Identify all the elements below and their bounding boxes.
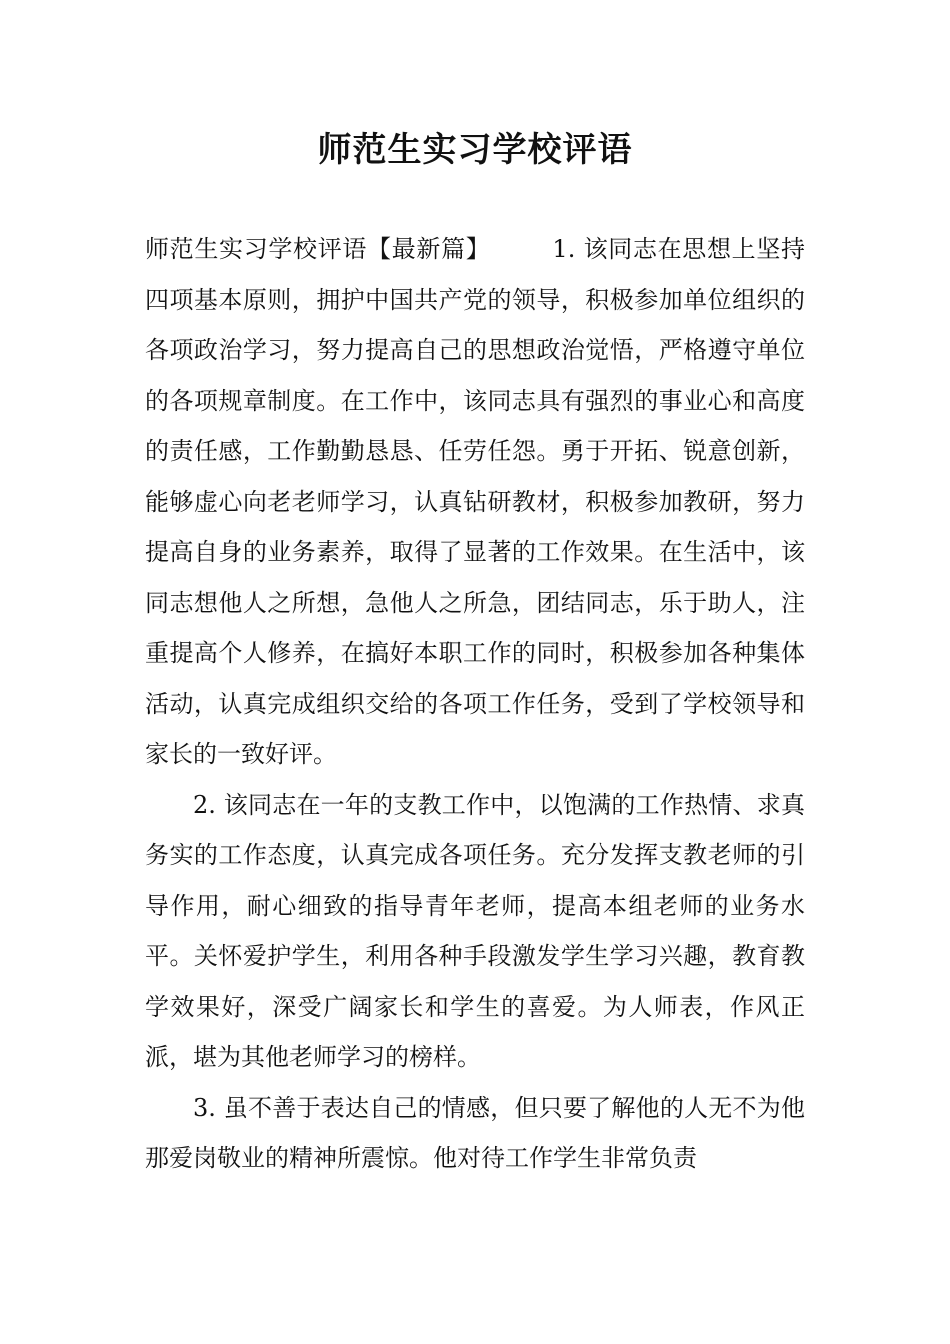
paragraph-3: 3. 虽不善于表达自己的情感，但只要了解他的人无不为他那爱岗敬业的精神所震惊。他对待工作学生非常负责 <box>145 1093 805 1172</box>
paragraph-1-lead: 师范生实习学校评语【最新篇】 <box>145 235 491 263</box>
paragraph-1-text: 1. 该同志在思想上坚持四项基本原则，拥护中国共产党的领导，积极参加单位组织的各项政治学习，努力提高自己的思想政治觉悟，严格遵守单位的各项规章制度。在工作中，该同志具有强烈的事业心和高度的责任感，工作勤勤恳恳、任劳任怨。勇于开拓、锐意创新，能够虚心向老老师学习，认真钻研教材，积极参加教研，努力提高自身的业务素养，取得了显著的工作效果。在生活中，该同志想他人之所想，急他人之所急，团结同志，乐于助人，注重提高个人修养，在搞好本职工作的同时，积极参加各种集体活动，认真完成组织交给的各项工作任务，受到了学校领导和家长的一致好评。 <box>145 235 806 768</box>
document-body <box>145 224 805 1184</box>
document-title: 师范生实习学校评语 <box>317 130 633 170</box>
paragraph-1 <box>145 224 805 780</box>
paragraph-2: 2. 该同志在一年的支教工作中，以饱满的工作热情、求真务实的工作态度，认真完成各项任务。充分发挥支教老师的引导作用，耐心细致的指导青年老师，提高本组老师的业务水平。关怀爱护学生，利用各种手段激发学生学习兴趣，教育教学效果好，深受广阔家长和学生的喜爱。为人师表，作风正派，堪为其他老师学习的榜样。 <box>145 790 805 1071</box>
